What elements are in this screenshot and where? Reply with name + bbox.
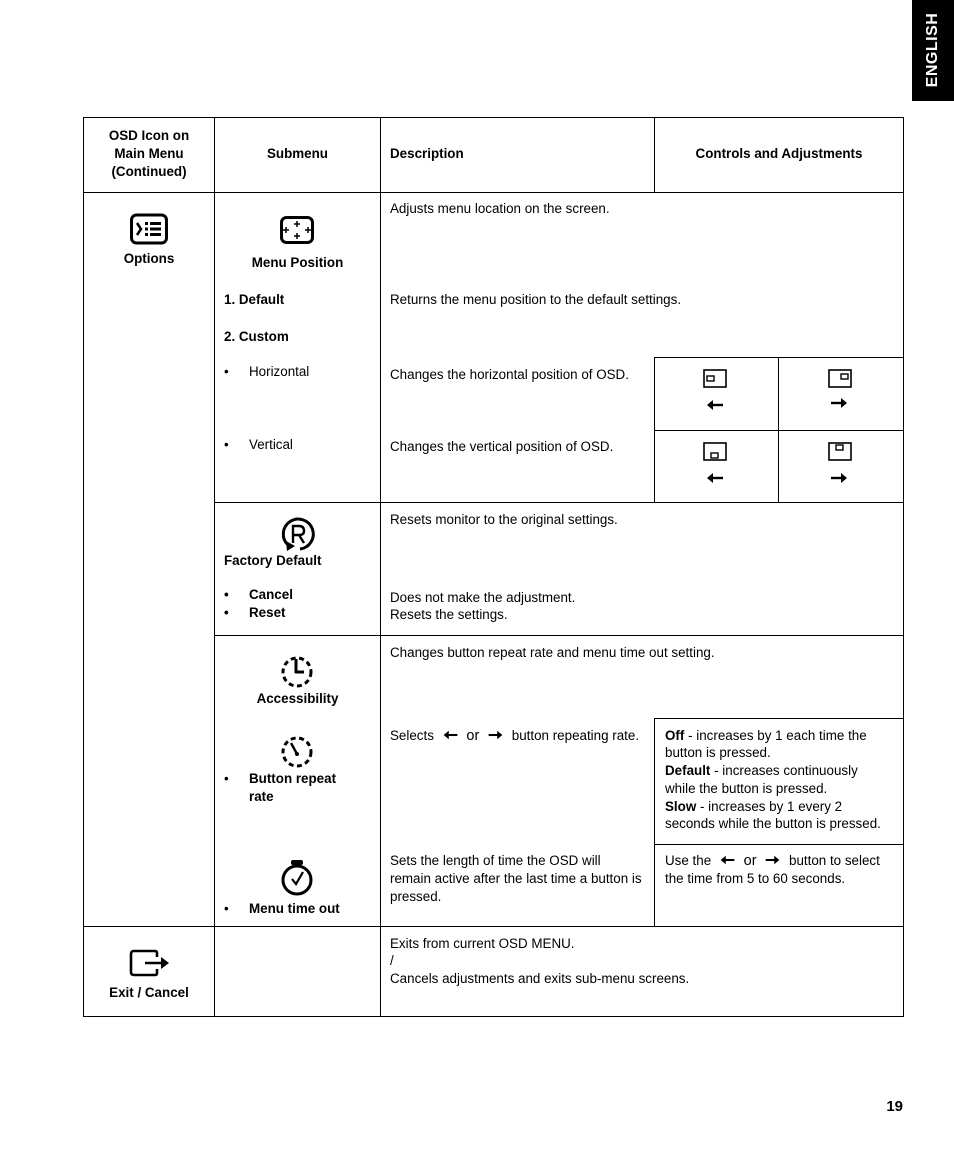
osd-right-position-icon <box>828 369 852 389</box>
menu-position-icon <box>280 216 314 244</box>
right-arrow-icon <box>830 471 848 485</box>
bullet: • <box>224 437 229 452</box>
slow-line2: seconds while the button is pressed. <box>665 816 881 831</box>
repeat-desc-pre: Selects <box>390 728 434 743</box>
timeout-ctrl-pre: Use the <box>665 853 712 868</box>
repeat-desc <box>390 727 639 746</box>
right-arrow-icon <box>764 853 781 871</box>
language-label: ENGLISH <box>924 12 941 88</box>
accessibility-clock-icon <box>280 653 314 689</box>
repeat-desc-or: or <box>466 728 480 744</box>
page-number: 19 <box>886 1098 903 1115</box>
vertical-desc: Changes the vertical position of OSD. <box>390 439 614 454</box>
right-arrow-icon <box>830 396 848 410</box>
exit-desc-line3: Cancels adjustments and exits sub-menu screens. <box>390 971 690 986</box>
reset-desc: Resets the settings. <box>390 607 508 622</box>
vertical-label: Vertical <box>249 437 293 452</box>
bullet: • <box>224 587 229 602</box>
left-arrow-icon <box>706 471 724 485</box>
bullet: • <box>224 901 229 916</box>
default-label: 1. Default <box>224 292 285 307</box>
timeout-desc-line1: Sets the length of time the OSD will <box>390 853 601 868</box>
accessibility-label: Accessibility <box>256 691 339 706</box>
off-line <box>665 727 867 745</box>
stopwatch-icon <box>280 859 314 897</box>
factory-default-desc: Resets monitor to the original settings. <box>390 512 618 527</box>
slow-text: - increases by 1 every 2 <box>696 799 843 814</box>
menu-position-desc: Adjusts menu location on the screen. <box>390 201 610 216</box>
left-arrow-icon <box>442 728 459 746</box>
exit-desc-line2: / <box>390 953 394 968</box>
gauge-icon <box>280 733 314 769</box>
bullet: • <box>224 364 229 379</box>
options-label: Options <box>123 251 175 266</box>
bullet: • <box>224 605 229 620</box>
slow-line <box>665 798 842 816</box>
button-repeat-label-line1: Button repeat <box>249 771 337 786</box>
osd-left-position-icon <box>703 369 727 389</box>
header-submenu: Submenu <box>266 146 328 161</box>
header-osd-icon-line2: Main Menu <box>114 146 184 161</box>
slow-term: Slow <box>665 799 697 814</box>
right-arrow-icon <box>487 728 504 746</box>
cancel-label: Cancel <box>249 587 293 602</box>
custom-label: 2. Custom <box>224 329 289 344</box>
off-line2: button is pressed. <box>665 745 771 760</box>
default-text: - increases continuously <box>710 763 858 778</box>
default-line <box>665 762 858 780</box>
left-arrow-icon <box>719 853 736 871</box>
button-repeat-label-line2: rate <box>249 789 274 804</box>
horizontal-desc: Changes the horizontal position of OSD. <box>390 367 629 382</box>
cancel-desc: Does not make the adjustment. <box>390 590 576 605</box>
repeat-desc-post: button repeating rate. <box>511 728 640 743</box>
default-line2: while the button is pressed. <box>665 781 828 796</box>
menu-position-label: Menu Position <box>251 255 344 270</box>
menu-time-out-label: Menu time out <box>249 901 340 916</box>
timeout-ctrl-line2: the time from 5 to 60 seconds. <box>665 871 846 886</box>
timeout-ctrl <box>665 852 880 871</box>
timeout-ctrl-or: or <box>743 853 757 869</box>
bullet: • <box>224 771 229 786</box>
default-desc: Returns the menu position to the default settings. <box>390 292 682 307</box>
factory-default-label: Factory Default <box>224 553 322 568</box>
off-term: Off <box>665 728 685 743</box>
header-osd-icon-line1: OSD Icon on <box>108 128 190 143</box>
options-menu-icon <box>130 213 168 245</box>
header-controls: Controls and Adjustments <box>695 146 863 161</box>
osd-bottom-position-icon <box>703 442 727 462</box>
accessibility-desc: Changes button repeat rate and menu time out setting. <box>390 645 715 660</box>
header-osd-icon-line3: (Continued) <box>111 164 187 179</box>
off-text: - increases by 1 each time the <box>684 728 867 743</box>
horizontal-label: Horizontal <box>249 364 310 379</box>
exit-desc-line1: Exits from current OSD MENU. <box>390 936 575 951</box>
factory-reset-icon <box>278 515 318 555</box>
default-term: Default <box>665 763 711 778</box>
left-arrow-icon <box>706 398 724 412</box>
exit-cancel-label: Exit / Cancel <box>109 985 189 1000</box>
header-description: Description <box>390 146 464 161</box>
exit-icon <box>129 949 171 977</box>
osd-top-position-icon <box>828 442 852 462</box>
timeout-desc-line2: remain active after the last time a button is <box>390 871 642 886</box>
timeout-ctrl-post: button to select <box>789 853 880 868</box>
reset-label: Reset <box>249 605 286 620</box>
timeout-desc-line3: pressed. <box>390 889 442 904</box>
